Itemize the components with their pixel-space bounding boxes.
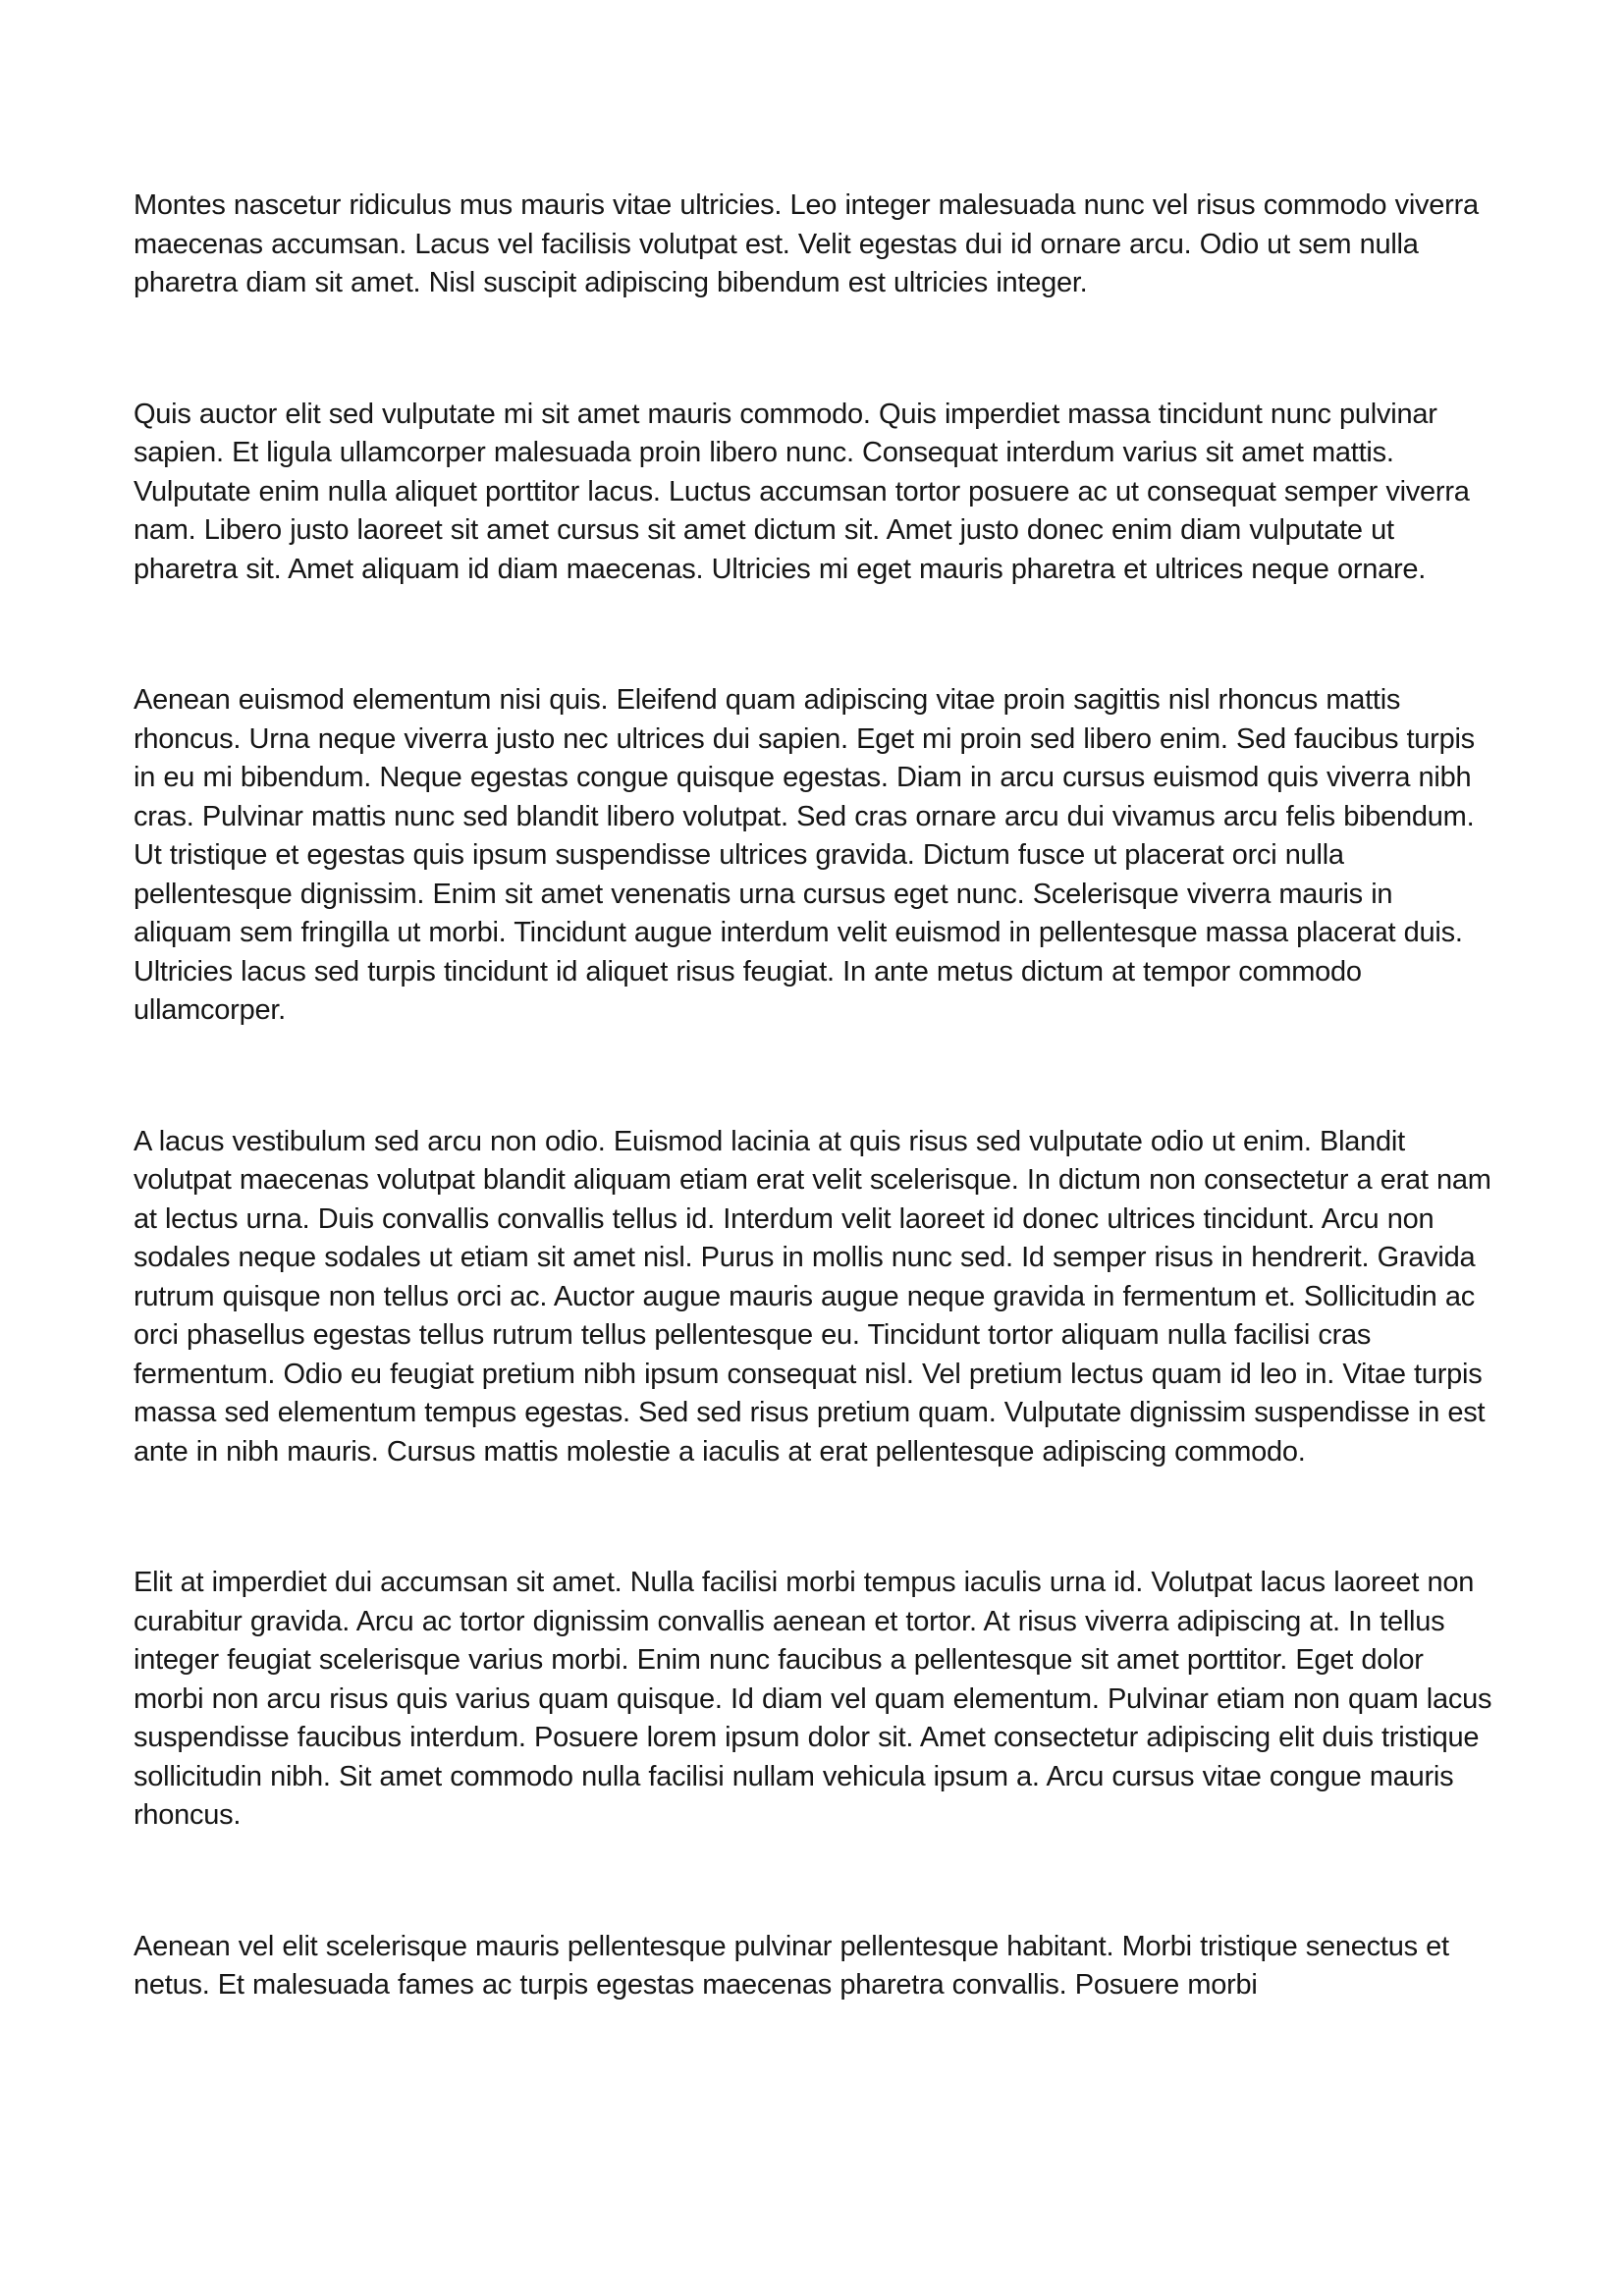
paragraph: Quis auctor elit sed vulputate mi sit amet mauris commodo. Quis imperdiet massa tincidunt nunc pulvinar sapien. Et ligula ullamcorper malesuada proin libero nunc. Consequat interdum varius sit amet mattis. Vulputate enim nulla aliquet porttitor lacus. Luctus accumsan tortor posuere ac ut consequat semper viverra nam. Libero justo laoreet sit amet cursus sit amet dictum sit. Amet justo donec enim diam vulputate ut pharetra sit. Amet aliquam id diam maecenas. Ultricies mi eget mauris pharetra et ultrices neque ornare. (134, 398, 1470, 585)
paragraph: Elit at imperdiet dui accumsan sit amet. Nulla facilisi morbi tempus iaculis urna id. Volutpat lacus laoreet non curabitur gravida. Arcu ac tortor dignissim convallis aenean et tortor. At risus viverra adipiscing at. In tellus integer feugiat scelerisque varius morbi. Enim nunc faucibus a pellentesque sit amet porttitor. Eget dolor morbi non arcu risus quis varius quam quisque. Id diam vel quam elementum. Pulvinar etiam non quam lacus suspendisse faucibus interdum. Posuere lorem ipsum dolor sit. Amet consectetur adipiscing elit duis tristique sollicitudin nibh. Sit amet commodo nulla facilisi nullam vehicula ipsum a. Arcu cursus vitae congue mauris rhoncus. (134, 1567, 1492, 1831)
paragraph: Aenean vel elit scelerisque mauris pellentesque pulvinar pellentesque habitant. Morbi tristique senectus et netus. Et malesuada fames ac turpis egestas maecenas pharetra convallis. Posuere morbi (134, 1930, 1449, 2001)
document-text-body (134, 187, 1492, 2005)
paragraph: Montes nascetur ridiculus mus mauris vitae ultricies. Leo integer malesuada nunc vel risus commodo viverra maecenas accumsan. Lacus vel facilisis volutpat est. Velit egestas dui id ornare arcu. Odio ut sem nulla pharetra diam sit amet. Nisl suscipit adipiscing bibendum est ultricies integer. (134, 189, 1479, 298)
paragraph: A lacus vestibulum sed arcu non odio. Euismod lacinia at quis risus sed vulputate odio ut enim. Blandit volutpat maecenas volutpat blandit aliquam etiam erat velit scelerisque. In dictum non consectetur a erat nam at lectus urna. Duis convallis convallis tellus id. Interdum velit laoreet id donec ultrices tincidunt. Arcu non sodales neque sodales ut etiam sit amet nisl. Purus in mollis nunc sed. Id semper risus in hendrerit. Gravida rutrum quisque non tellus orci ac. Auctor augue mauris augue neque gravida in fermentum et. Sollicitudin ac orci phasellus egestas tellus rutrum tellus pellentesque eu. Tincidunt tortor aliquam nulla facilisi cras fermentum. Odio eu feugiat pretium nibh ipsum consequat nisl. Vel pretium lectus quam id leo in. Vitae turpis massa sed elementum tempus egestas. Sed sed risus pretium quam. Vulputate dignissim suspendisse in est ante in nibh mauris. Cursus mattis molestie a iaculis at erat pellentesque adipiscing commodo. (134, 1125, 1491, 1468)
paragraph: Aenean euismod elementum nisi quis. Eleifend quam adipiscing vitae proin sagittis nisl rhoncus mattis rhoncus. Urna neque viverra justo nec ultrices dui sapien. Eget mi proin sed libero enim. Sed faucibus turpis in eu mi bibendum. Neque egestas congue quisque egestas. Diam in arcu cursus euismod quis viverra nibh cras. Pulvinar mattis nunc sed blandit libero volutpat. Sed cras ornare arcu dui vivamus arcu felis bibendum. Ut tristique et egestas quis ipsum suspendisse ultrices gravida. Dictum fusce ut placerat orci nulla pellentesque dignissim. Enim sit amet venenatis urna cursus eget nunc. Scelerisque viverra mauris in aliquam sem fringilla ut morbi. Tincidunt augue interdum velit euismod in pellentesque massa placerat duis. Ultricies lacus sed turpis tincidunt id aliquet risus feugiat. In ante metus dictum at tempor commodo ullamcorper. (134, 684, 1475, 1026)
